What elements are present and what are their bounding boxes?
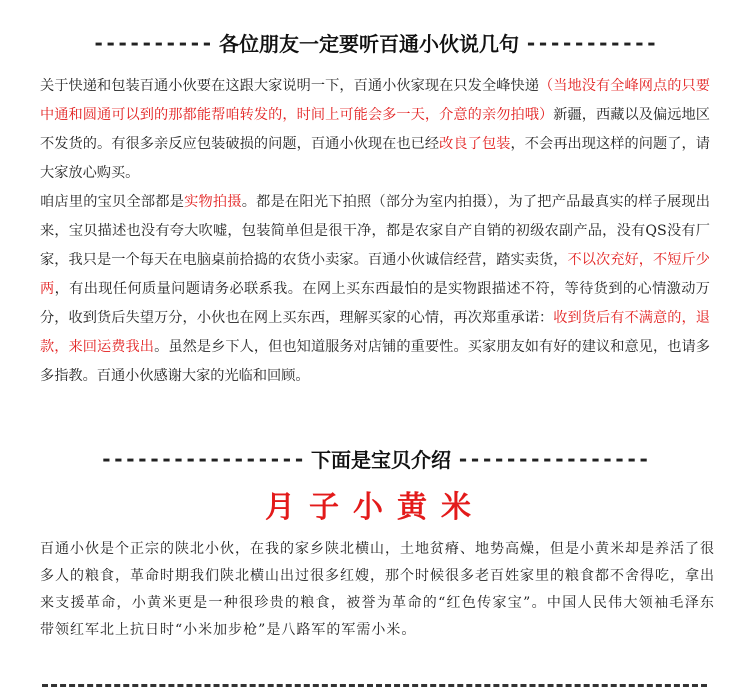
intro-paragraph-shipping (40, 72, 710, 188)
intro-p2-text-b: 。都是在阳光下拍照（部分为室内拍摄），为了把产品最真实的样子展现出来，宝贝描述也没有夸大吹嘘，包装简单但是很干净，都是农家自产自销的初级农副产品，没有QS没有厂家，我只是一个每天在电脑桌前拾捣的农货小卖家。百通小伙诚信经营，踏实卖货， (40, 194, 710, 268)
header-title-notice: 各位朋友一定要听百通小伙说几句 (218, 32, 519, 56)
section-header-notice (0, 28, 750, 57)
product-description: 百通小伙是个正宗的陕北小伙，在我的家乡陕北横山，土地贫瘠、地势高燥，但是小黄米却是养活了很多人的粮食，革命时期我们陕北横山出过很多红嫂，那个时候很多老百姓家里的粮食都不舍得吃，拿出来支援革命，小黄米更是一种很珍贵的粮食，被誉为革命的“红色传家宝”。中国人民伟大领袖毛泽东带领红军北上抗日时“小米加步枪”是八路军的军需小米。 (40, 541, 715, 638)
product-description-block (40, 536, 715, 644)
intro-p1-text-b: 新疆，西藏以及偏远地区不发货的。有很多亲反应包装破损的问题，百通小伙现在也已经 (40, 107, 710, 152)
intro-paragraph-quality (40, 188, 710, 391)
intro-p1-red-note: （当地没有全峰网点的只要中通和圆通可以到的那都能帮咱转发的，时间上可能会多一天，介意的亲勿拍哦） (40, 78, 710, 123)
intro-text-block (40, 72, 710, 391)
intro-p2-red-photo: 实物拍摄 (184, 194, 242, 210)
intro-p2-text-d: 。虽然是乡下人，但也知道服务对店铺的重要性。买家朋友如有好的建议和意见，也请多多指教。百通小伙感谢大家的光临和回顾。 (40, 339, 710, 384)
intro-p2-text-a: 咱店里的宝贝全部都是 (40, 194, 185, 210)
header-title-product-intro: 下面是宝贝介绍 (311, 448, 452, 472)
bottom-divider (0, 676, 750, 690)
intro-p2-text-c: ，有出现任何质量问题请务必联系我。在网上买东西最怕的是实物跟描述不符，等待货到的心情激动万分，收到货后失望万分，小伙也在网上买东西，理解买家的心情，再次郑重承诺： (40, 281, 710, 326)
header2-left-dashes: ----------------- (100, 446, 306, 471)
header-left-dashes: ---------- (92, 30, 213, 55)
section-header-product (0, 444, 750, 473)
header-right-dashes: ----------- (524, 30, 658, 55)
intro-p2-red-refund: 收到货后有不满意的，退款，来回运费我出 (40, 310, 710, 355)
product-title: 月子小黄米 (265, 490, 485, 525)
intro-p2-red-honest: 不以次充好，不短斤少两 (40, 252, 710, 297)
bottom-divider-line (42, 684, 707, 690)
intro-p1-text-a: 关于快递和包装百通小伙要在这跟大家说明一下，百通小伙家现在只发全峰快递 (40, 78, 539, 94)
intro-p1-red-packaging: 改良了包装 (439, 136, 511, 152)
header2-right-dashes: ---------------- (457, 446, 650, 471)
intro-p1-text-c: ，不会再出现这样的问题了，请大家放心购买。 (40, 136, 710, 181)
